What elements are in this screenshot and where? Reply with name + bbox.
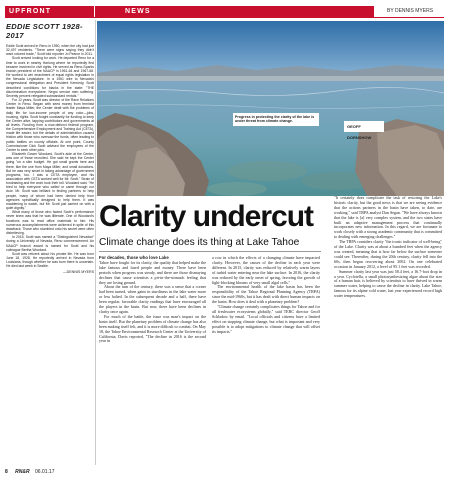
page-footer xyxy=(5,469,54,475)
column-divider xyxy=(95,20,96,465)
article-paragraph: Summer clarity last year was just 58.4 feet, a 16.7-foot drop in a year. Cyclotella, a small photosynthesizing algae about the size of a human hair, is believed by scientists to have thrived in warm summer water, helping to cause the decline in clarity. Lake Tahoe, famous for its alpine cold water, last year experienced record high water temperatures. xyxy=(334,268,442,299)
article-headline: Clarity undercut xyxy=(99,200,314,233)
sidebar-paragraph: Elizabeth Gower Woodard, Scott's aide at the Center, was one of those recruited. She said he kept the Center going "on a slim budget. He got small grants here and there, like the one from Maya Miller, and small donations. But he was very smart in taking advantage of government programs, too. I was a CETA employee, and his association with CETA worked well for Mr. Scott." Strain of fundraising and the work took their toll. Woodard said, "He tried to help everyone who called or came through our door. Mr. Scott was brilliant in finding partners to help people, many of whom had been denied help from agencies specifically designed to help them. It was maddening to watch, but Mr. Scott just carried on with a quiet dignity." xyxy=(6,152,94,211)
sidebar-paragraph: In 2015, Scott was named a "Distinguished Nevadan" during a University of Nevada, Reno commencement. An NAACP branch award is named for Scott and his colleague Bertha Woodard. xyxy=(6,235,94,252)
issue-date: 06.01.17 xyxy=(35,469,55,475)
lake-photo-illustration xyxy=(97,21,444,196)
sidebar-paragraph: Eddie Scott arrived in Reno in 1950, when the city had just 32,497 residents. "There were signs saying they didn't want colored trade," Scott told reporter Jo Pearce in 2011. xyxy=(6,44,94,57)
photo-credit: GEOFF DORNSHOW xyxy=(344,121,384,132)
article-paragraph: For decades, those who love Lake xyxy=(99,255,169,260)
byline: BY DENNIS MYERS xyxy=(387,8,434,14)
section-header-news: NEWS xyxy=(95,6,374,17)
article-paragraph: Tahoe have fought for its clarity, the quality that helped make the lake famous and lured people and money. There have been periods when progress was steady, and there are those dismaying declines that cause scientists a pit-in-the-stomach feeling that they are losing ground. xyxy=(99,259,206,285)
obituary-sidebar xyxy=(6,22,94,274)
sidebar-signature: —DENNIS MYERS xyxy=(63,270,94,275)
page-number: 8 xyxy=(5,469,8,475)
article-subhead: Climate change does its thing at Lake Tahoe xyxy=(99,237,300,248)
sidebar-paragraph: What many of those who facted Scott's performance never knew was that he was illiterate. One of Woodard's functions was to read office materials to him. His numerous accomplishments were achieved in spite of this drawback. Those who stumbled onto his secret were often disbelieving. xyxy=(6,210,94,236)
article-column-1 xyxy=(99,256,206,344)
sidebar-title: EDDIE SCOTT 1928-2017 xyxy=(6,22,83,40)
lake-tahoe-photo xyxy=(97,21,444,196)
header-rule xyxy=(5,17,444,18)
subhead-rule xyxy=(99,251,321,252)
sidebar-paragraph: Scott arrived looking for work. He departed Reno for a time to work in nearby Harlong where he reportedly first became involved in civil rights. He served as Reno-Sparks branch president of the NAACP in 1961-64 and 1967-68. He worked to win enactment of equal rights legislation in the Nevada Legislature. In a 1961 wire to Nevada's congressional delegation and President Kennedy, Scott described conditions for blacks in the state: "THE discrimination everywhere. Negro service men suffering. Seventy percent relegated substandard rentals." xyxy=(6,56,94,98)
publication-brand: RN&R xyxy=(15,469,30,475)
section-header-upfront: UPFRONT xyxy=(5,6,94,17)
sidebar-body xyxy=(6,44,94,268)
article-paragraph: For much of the battle, the issue was man's impact on the basin itself. But the planetary problem of climate change has also been making itself felt, and it is more difficult to combat. On May 18, the Tahoe Environmental Research Center at the University of California, Davis reported, "The decline in 2016 is the second year in xyxy=(99,313,206,344)
article-paragraph: The environmental health of the lake basin has been the responsibility of the Tahoe Regional Planning Agency (TRPA) since the mid-1960s, but it has dealt with direct human impacts on the basin. How does it deal with a planetary problem? xyxy=(212,284,320,305)
sidebar-paragraph: For 12 years, Scott was director of the Race Relations Center in Reno. Began with seed money from feminist leader Maya Miller, the Center dealt with the problems of daily life for low-income people of any color—jobs, housing, rights. Scott fought constantly for funding to keep the Center alive, tapping contributors and governments at all levels. Funding from a now-defunct federal program, the Comprehensive Employment and Training Act (CETA), made life easier, but the details of administration caused friction with those who oversaw the funds, often leading to public battles on county officials. At one point, County Commissioner Dick Scott advised the employees of the Center to seek other jobs. xyxy=(6,98,94,152)
article-paragraph: About the turn of the century, there was a sense that a corner had been turned, when gains in sturdiness in the lake water more or less halted. In the subsequent decade and a half, there have been regular, favorable clarity readings that have encouraged all the players in the basin. But now, there have been declines in clarity once again. xyxy=(99,284,206,314)
article-column-3 xyxy=(334,196,442,299)
article-paragraph: The TRPA considers clarity "the iconic indicator of well-being" of the Lake. Clarity was at about a hundred feet when the agency was created, meaning that is how far below the surface someone could see. Thereafter, during the 20th century, clarity fell into the 60s, then began recovering about 2002. On one celebrated occasion in January 2012, a level of 95.1 feet was recorded. xyxy=(334,239,442,269)
article-paragraph: "Climate change certainly complicates things for Tahoe and for all freshwater ecosystems globally," said TERC director Geoff Schladow by email. "Local officials and citizens have a limited effect on stopping climate change, but what is important and very possible is to adopt mitigations to climate change that will offset its impacts." xyxy=(212,304,320,334)
photo-caption: Progress in protecting the clarity of the lake is under threat from climate change. xyxy=(233,113,319,126)
sidebar-paragraph: Scott was reticent about his private life. He was born June 18, 1928. He reportedly arrived in Nevada from Louisiana, though whether he was born there is uncertain. He died last week in Seattle. xyxy=(6,251,94,269)
article-paragraph: a row in which the effects of a changing climate have impacted clarity. However, the causes of the decline in each year were different. In 2015, clarity was reduced by relatively warm layers of turbid water entering near the lake surface. In 2016, the clarity was reduced by the early onset of spring, favoring the growth of light-blocking blooms of very small algal cells." xyxy=(212,255,320,285)
article-column-2 xyxy=(212,256,320,335)
article-paragraph: "It certainly does complicate the task of restoring the Lake's historic clarity, but the good news is that we are seeing evidence that the actions partners in the basin have taken, to date, are working," said TRPA analyst Dan Segan. "We have always known that the lake is [a] very complex system, and the two states have built an adaptive management process that continually incorporates new information. In this regard, we are fortunate to work closely with a strong academic community that is committed to dealing with emerging challenges." xyxy=(334,195,442,240)
